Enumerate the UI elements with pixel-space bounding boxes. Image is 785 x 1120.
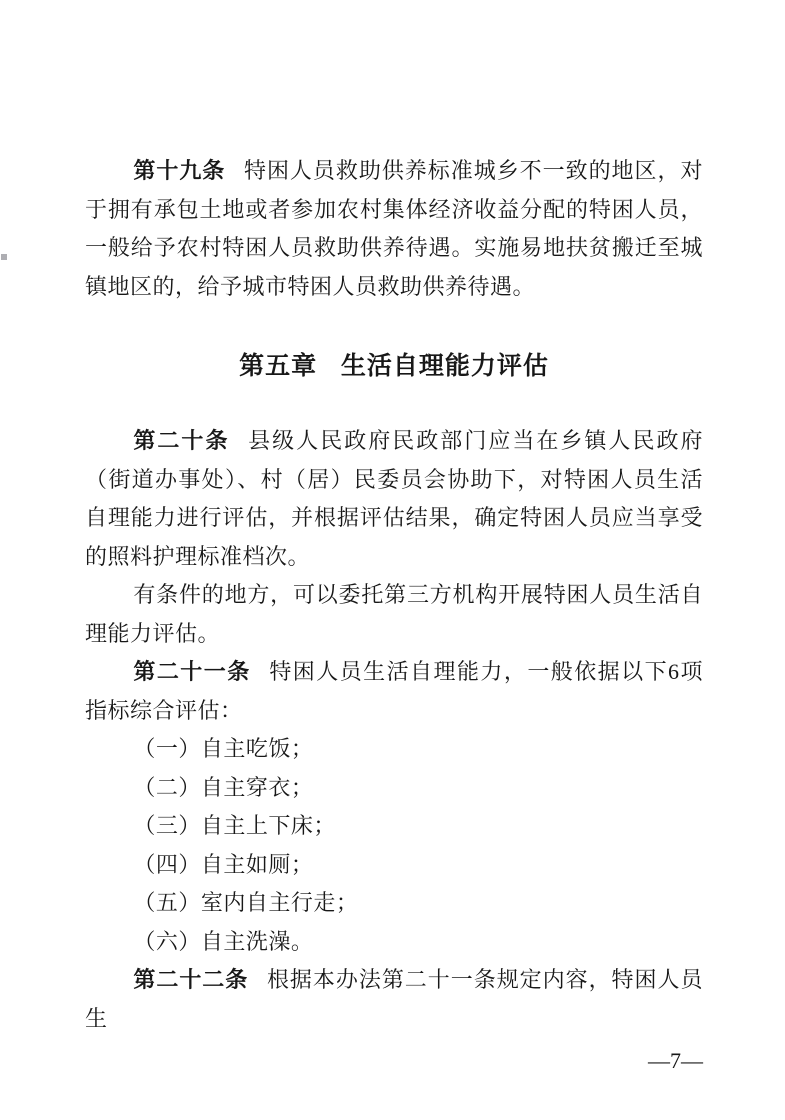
criteria-item-2: （二）自主穿衣；: [133, 774, 314, 800]
self-care-criteria-list: [85, 730, 703, 961]
page-number: —7—: [648, 1048, 703, 1073]
criteria-item-6: （六）自主洗澡。: [133, 928, 314, 954]
article-21-paragraph: [85, 653, 703, 730]
article-19-number: 第十九条: [133, 158, 226, 183]
chapter-title: 生活自理能力评估: [340, 352, 549, 380]
article-21-text: 特困人员生活自理能力，一般依据以下6项指标综合评估：: [85, 659, 703, 723]
article-19-text: 特困人员救助供养标准城乡不一致的地区，对于拥有承包土地或者参加农村集体经济收益分配的特困人员，一般给予农村特困人员救助供养待遇。实施易地扶贫搬迁至城镇地区的，给予城市特困人员救助供养待遇。: [85, 158, 703, 299]
criteria-item-3: （三）自主上下床；: [133, 813, 336, 838]
article-20-number: 第二十条: [133, 428, 230, 453]
article-20-paragraph-2-text: 有条件的地方，可以委托第三方机构开展特困人员生活自理能力评估。: [85, 582, 703, 646]
article-22-number: 第二十二条: [133, 967, 249, 992]
chapter-heading: [85, 346, 703, 386]
criteria-item-1: （一）自主吃饭；: [133, 736, 314, 761]
scan-artifact-dot: [1, 254, 7, 260]
article-19-paragraph: [85, 152, 703, 306]
chapter-number: 第五章: [239, 352, 318, 380]
criteria-item-5: （五）室内自主行走；: [133, 890, 359, 915]
article-22-paragraph: [85, 961, 703, 1038]
article-20-text: 县级人民政府民政部门应当在乡镇人民政府（街道办事处）、村（居）民委员会协助下，对特困人员生活自理能力进行评估，并根据评估结果，确定特困人员应当享受的照料护理标准档次。: [85, 428, 703, 569]
article-22-text: 根据本办法第二十一条规定内容，特困人员生: [85, 967, 703, 1031]
article-20-paragraph-2: [85, 576, 703, 653]
criteria-item-4: （四）自主如厕；: [133, 851, 314, 877]
article-21-number: 第二十一条: [133, 659, 251, 684]
article-20-paragraph: [85, 422, 703, 576]
